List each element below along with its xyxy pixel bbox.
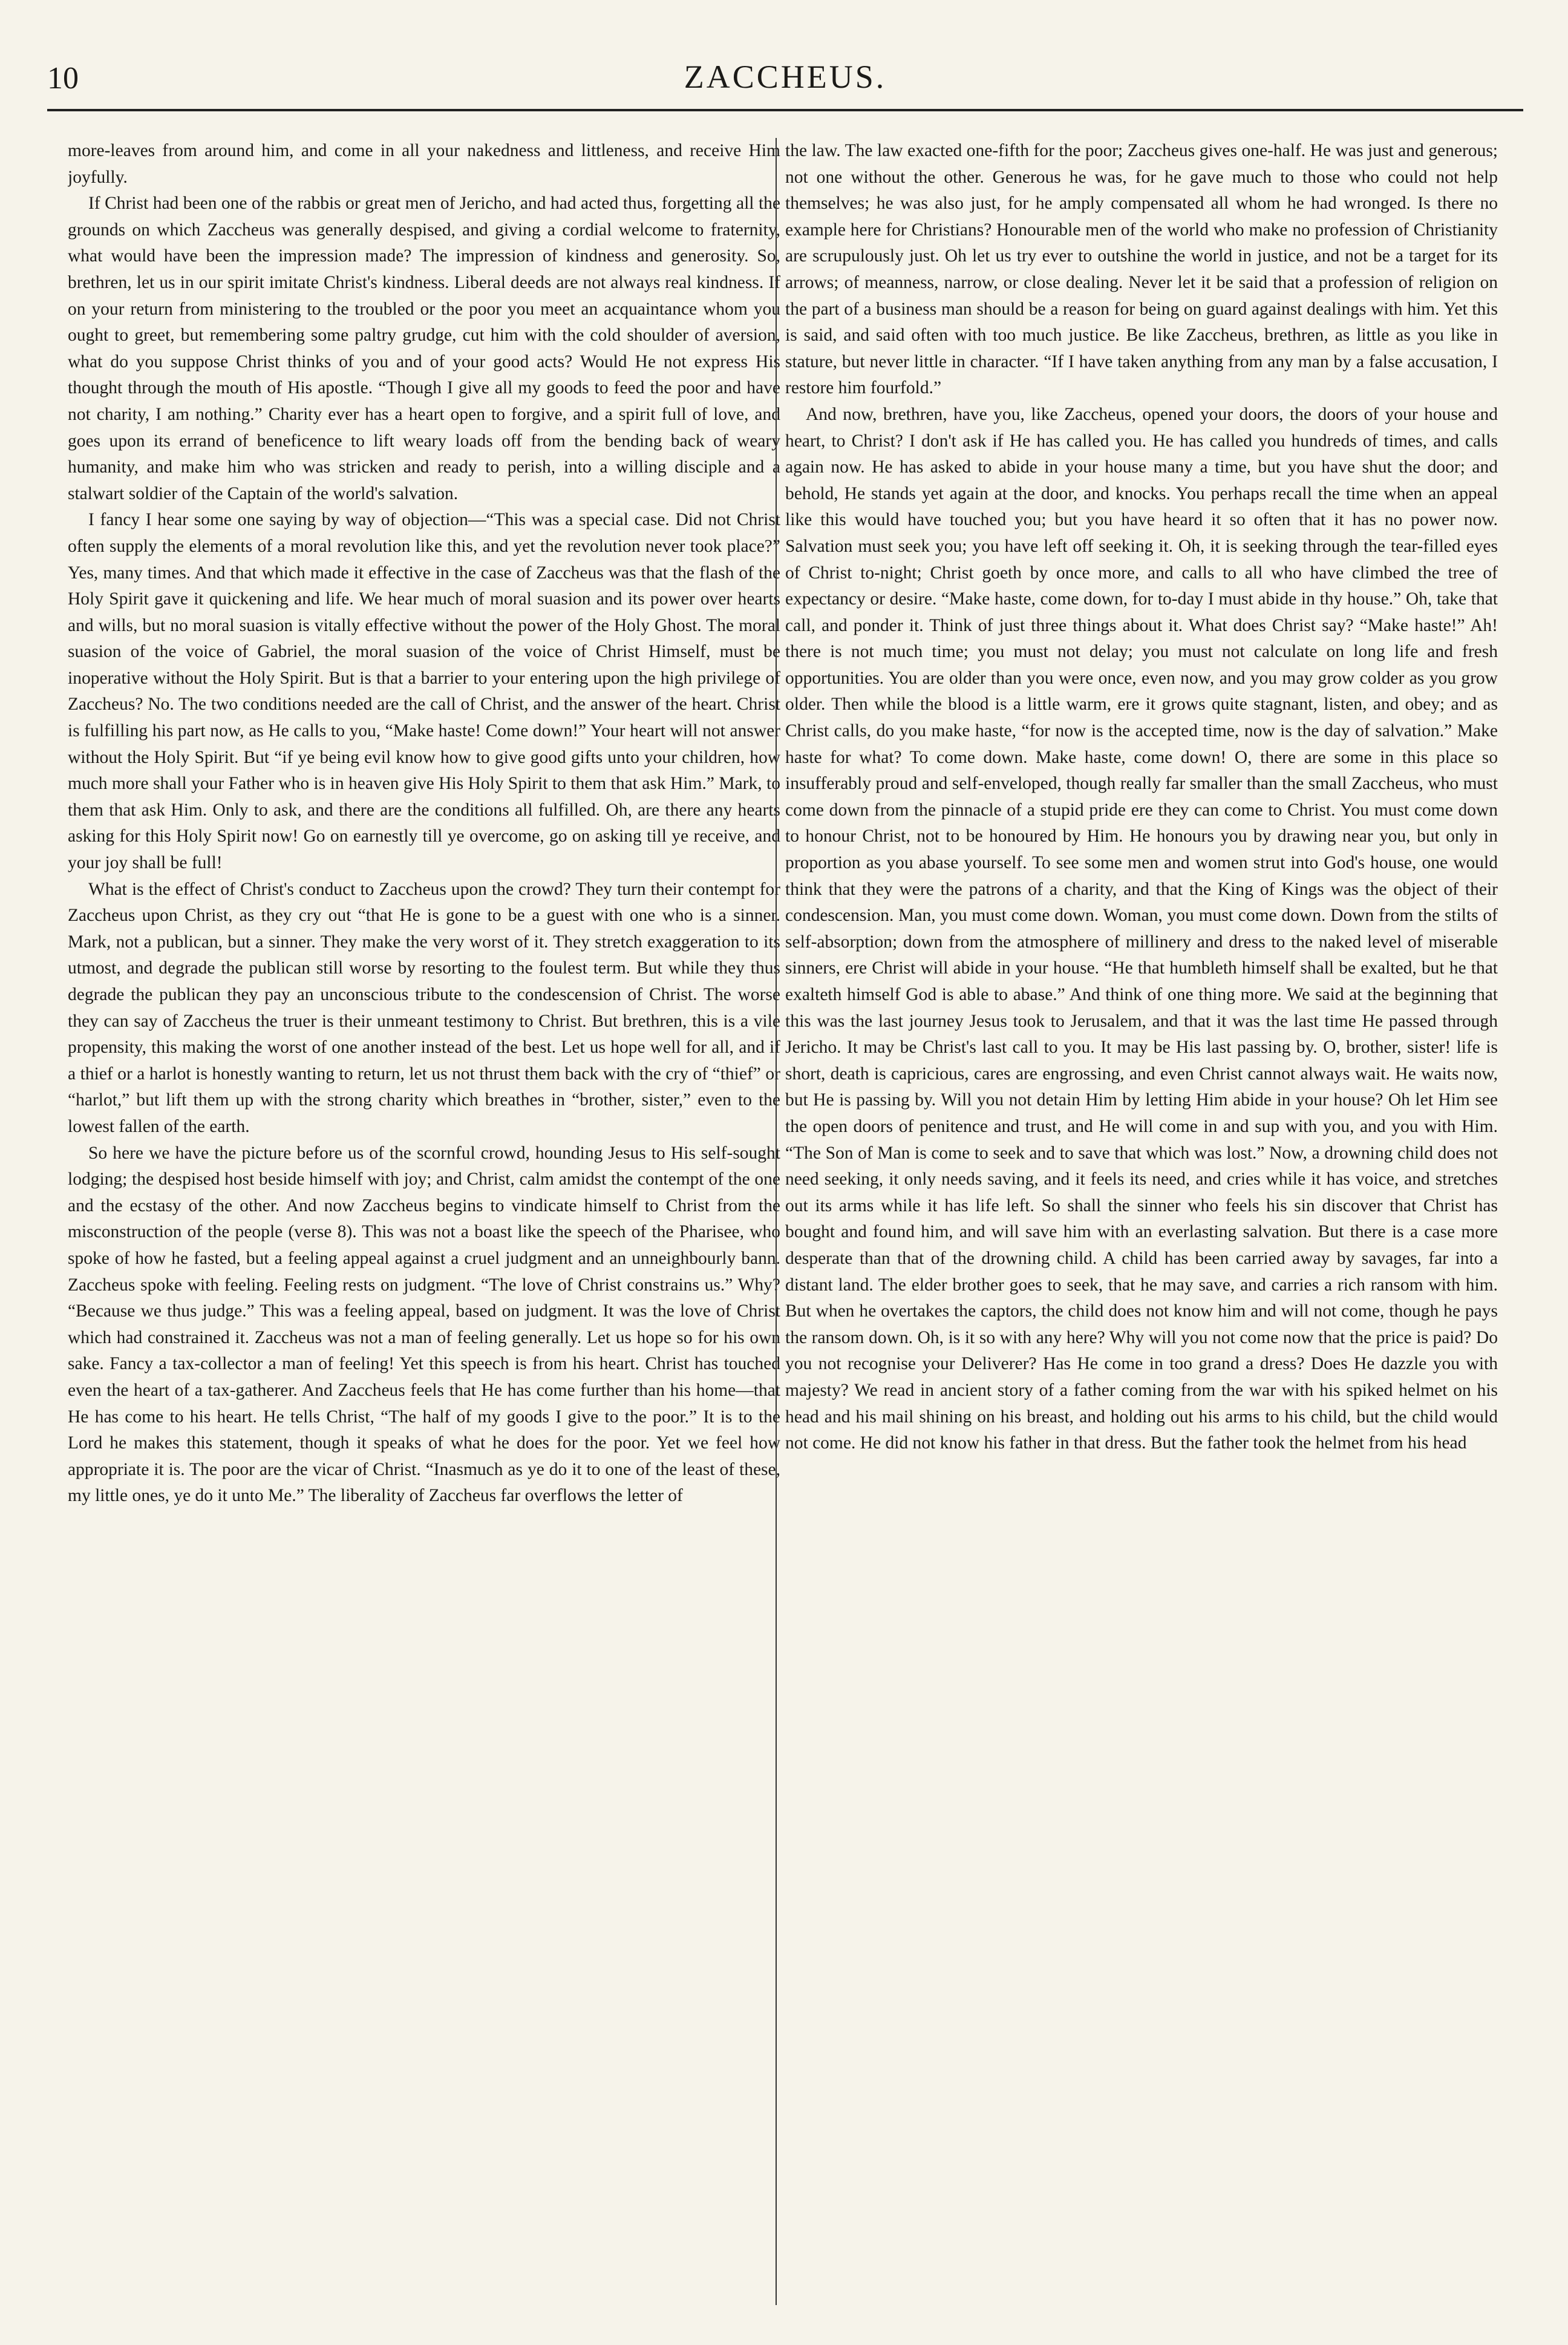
left-column (68, 138, 780, 2316)
page-number: 10 (47, 61, 79, 96)
paragraph: more-leaves from around him, and come in all your nakedness and littleness, and receive Him joyfully. (68, 141, 780, 187)
paragraph: And now, brethren, have you, like Zaccheus, opened your doors, the doors of your house and heart, to Christ? I don't ask if He has called you. He has called you hundreds of times, and calls again now. He has asked to abide in your house many a time, but you have shut the door; and behold, He stands yet again at the door, and knocks. You perhaps recall the time when an appeal like this would have touched you; but you have heard it so often that it has no power now. Salvation must seek you; you have left off seeking it. Oh, it is seeking through the tear-filled eyes of Christ to-night; Christ goeth by once more, and calls to all who have climbed the tree of expectancy or desire. “Make haste, come down, for to-day I must abide in thy house.” Oh, take that call, and ponder it. Think of just three things about it. What does Christ say? “Make haste!” Ah! there is not much time; you must not delay; you must not calculate on long life and fresh opportunities. You are older than you were once, even now, and you may grow colder as you grow older. Then while the blood is a little warm, ere it grows quite stagnant, listen, and obey; and as Christ calls, do you make haste, “for now is the accepted time, now is the day of salvation.” Make haste for what? To come down. Make haste, come down! O, there are some in this place so insufferably proud and self-enveloped, though really far smaller than the small Zaccheus, who must come down from the pinnacle of a stupid pride ere they can come to Christ. You must come down to honour Christ, not to be honoured by Him. He honours you by drawing near you, but only in proportion as you abase yourself. To see some men and women strut into God's house, one would think that they were the patrons of a charity, and that the King of Kings was the object of their condescension. Man, you must come down. Woman, you must come down. Down from the stilts of self-absorption; down from the atmosphere of millinery and dress to the naked level of miserable sinners, ere Christ will abide in your house. “He that humbleth himself shall be exalted, but he that exalteth himself God is able to abase.” And think of one thing more. We said at the beginning that this was the last journey Jesus took to Jerusalem, and that it was the last time He passed through Jericho. It may be Christ's last call to you. It may be His last passing by. O, brother, sister! life is short, death is capricious, cares are engrossing, and even Christ cannot always wait. He waits now, but He is passing by. Will you not detain Him by letting Him abide in your house? Oh let Him see the open doors of penitence and trust, and He will come in and sup with you, and you with Him. “The Son of Man is come to seek and to save that which was lost.” Now, a drowning child does not need seeking, it only needs saving, and it feels its need, and cries while it has voice, and stretches out its arms while it has life left. So shall the sinner who feels his sin discover that Christ has bought and found him, and will save him with an everlasting salvation. But there is a case more desperate than that of the drowning child. A child has been carried away by savages, far into a distant land. The elder brother goes to seek, that he may save, and carries a rich ransom with him. But when he overtakes the captors, the child does not know him and will not come, though he pays the ransom down. Oh, is it so with any here? Why will you not come now that the price is paid? Do you not recognise your Deliverer? Has He come in too grand a dress? Does He dazzle you with majesty? We read in ancient story of a father coming from the war with his spiked helmet on his head and his mail shining on his breast, and holding out his arms to his child, but the child would not come. He did not know his father in that dress. But the father took the helmet from his head (785, 404, 1498, 1453)
paragraph: the law. The law exacted one-fifth for the poor; Zaccheus gives one-half. He was just and generous; not one without the other. Generous he was, for he gave much to those who could not help themselves; he was also just, for he amply compensated all whom he had wronged. Is there no example here for Christians? Honourable men of the world who make no profession of Christianity are scrupulously just. Oh let us try ever to outshine the world in justice, and not be a target for its arrows; of meanness, narrow, or close dealing. Never let it be said that a profession of religion on the part of a business man should be a reason for being on guard against dealings with him. Yet this is said, and said often with too much justice. Be like Zaccheus, brethren, as little as you like in stature, but never little in character. “If I have taken anything from any man by a false accusation, I restore him fourfold.” (785, 141, 1498, 398)
column-divider (776, 138, 777, 2305)
running-head (47, 58, 1523, 103)
paragraph: So here we have the picture before us of the scornful crowd, hounding Jesus to His self-sought lodging; the despised host beside himself with joy; and Christ, calm amidst the contempt of the one and the ecstasy of the other. And now Zaccheus begins to vindicate himself to Christ from the misconstruction of the people (verse 8). This was not a boast like the speech of the Pharisee, who spoke of how he fasted, but a feeling appeal against a cruel judgment and an unneighbourly bann. Zaccheus spoke with feeling. Feeling rests on judgment. “The love of Christ constrains us.” Why? “Because we thus judge.” This was a feeling appeal, based on judgment. It was the love of Christ which had constrained it. Zaccheus was not a man of feeling generally. Let us hope so for his own sake. Fancy a tax-collector a man of feeling! Yet this speech is from his heart. Christ has touched even the heart of a tax-gatherer. And Zaccheus feels that He has come further than his home—that He has come to his heart. He tells Christ, “The half of my goods I give to the poor.” It is to the Lord he makes this statement, though it speaks of what he does for the poor. Yet we feel how appropriate it is. The poor are the vicar of Christ. “Inasmuch as ye do it to one of the least of these, my little ones, ye do it unto Me.” The liberality of Zaccheus far overflows the letter of (68, 1143, 780, 1506)
paragraph: I fancy I hear some one saying by way of objection—“This was a special case. Did not Christ often supply the elements of a moral revolution like this, and yet the revolution never took place?” Yes, many times. And that which made it effective in the case of Zaccheus was that the flash of the Holy Spirit gave it quickening and life. We hear much of moral suasion and its power over hearts and wills, but no moral suasion is vitally effective without the power of the Holy Ghost. The moral suasion of the voice of Gabriel, the moral suasion of the voice of Christ Himself, must be inoperative without the Holy Spirit. But is that a barrier to your entering upon the high privilege of Zaccheus? No. The two conditions needed are the call of Christ, and the answer of the heart. Christ is fulfilling his part now, as He calls to you, “Make haste! Come down!” Your heart will not answer without the Holy Spirit. But “if ye being evil know how to give good gifts unto your children, how much more shall your Father who is in heaven give His Holy Spirit to them that ask Him.” Mark, to them that ask Him. Only to ask, and there are the conditions all fulfilled. Oh, are there any hearts asking for this Holy Spirit now! Go on earnestly till ye overcome, go on asking till ye receive, and your joy shall be full! (68, 510, 780, 873)
running-title: ZACCHEUS. (684, 59, 887, 95)
right-column (785, 138, 1498, 2316)
paragraph: What is the effect of Christ's conduct to Zaccheus upon the crowd? They turn their contempt for Zaccheus upon Christ, as they cry out “that He is gone to be a guest with one who is a sinner. Mark, not a publican, but a sinner. They make the very worst of it. They stretch exaggeration to its utmost, and degrade the publican still worse by resorting to the foulest term. But while they thus degrade the publican they pay an unconscious tribute to the condescension of Christ. The worse they can say of Zaccheus the truer is their unmeant testimony to Christ. But brethren, this is a vile propensity, this making the worst of one another instead of the best. Let us hope well for all, and if a thief or a harlot is honestly wanting to return, let us not thrust them back with the cry of “thief” or “harlot,” but lift them up with the strong charity which breathes in “brother, sister,” even to the lowest fallen of the earth. (68, 879, 780, 1136)
paragraph: If Christ had been one of the rabbis or great men of Jericho, and had acted thus, forgetting all the grounds on which Zaccheus was generally despised, and giving a cordial welcome to fraternity, what would have been the impression made? The impression of kindness and generosity. So, brethren, let us in our spirit imitate Christ's kindness. Liberal deeds are not always real kindness. If on your return from ministering to the troubled or the poor you meet an acquaintance whom you ought to greet, but remembering some paltry grudge, cut him with the cold shoulder of aversion, what do you suppose Christ thinks of you and of your good acts? Would He not express His thought through the mouth of His apostle. “Though I give all my goods to feed the poor and have not charity, I am nothing.” Charity ever has a heart open to forgive, and a spirit full of love, and goes upon its errand of beneficence to lift weary loads off from the bending back of weary humanity, and make him who was stricken and ready to perish, into a willing disciple and a stalwart soldier of the Captain of the world's salvation. (68, 194, 780, 503)
header-rule (47, 109, 1523, 111)
